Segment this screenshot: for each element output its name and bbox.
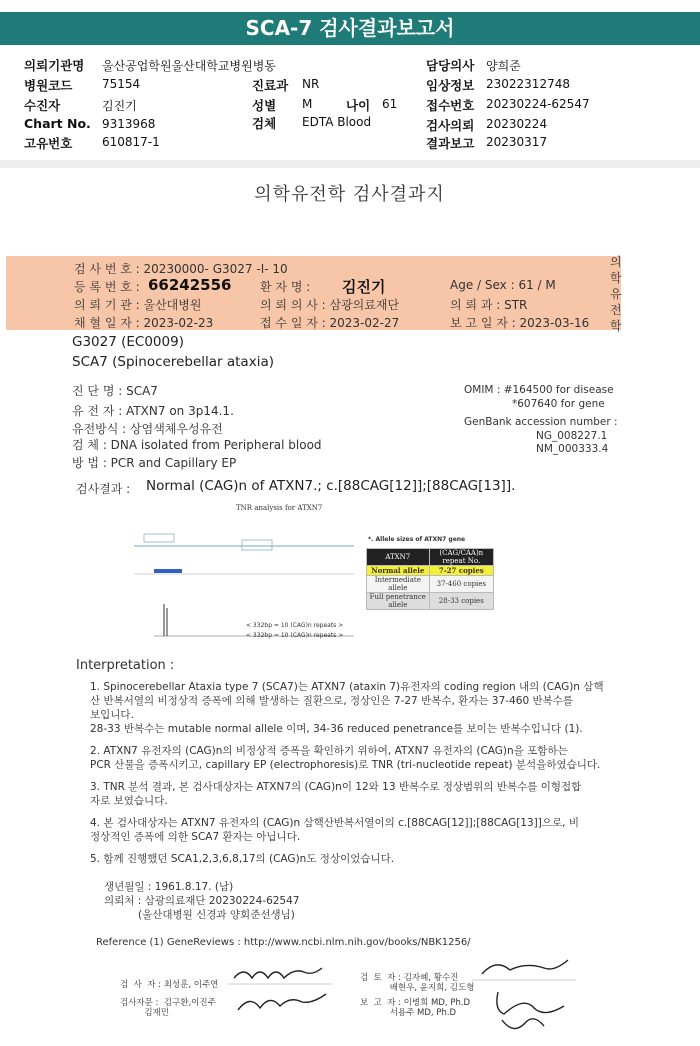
unique-label: 고유번호 <box>24 136 73 151</box>
consultant: 검사자문 : 김구환,이진주 김재민 <box>120 998 216 1018</box>
receipt-label: 접수번호 <box>426 98 475 113</box>
disease-name: SCA7 (Spinocerebellar ataxia) <box>72 354 274 370</box>
table-cell: 37-460 copies <box>429 576 493 593</box>
reg-label: 등 록 번 호 : <box>74 280 140 294</box>
doctor-label: 담당의사 <box>426 58 475 73</box>
interp-line: 산 반복서열의 비정상적 증폭에 의해 발생하는 질환으로, 정상인은 7-27 반복수, 환자는 37-460 반복수를 <box>90 695 574 707</box>
table-col2: (CAG/CAA)n repeat No. <box>429 549 493 566</box>
unique-value: 610817-1 <box>102 135 160 149</box>
table-cell: Normal allele <box>367 566 430 576</box>
patient-label: 수진자 <box>24 98 61 113</box>
result-value: Normal (CAG)n of ATXN7.; c.[88CAG[12]];[88CAG[13]]. <box>146 478 516 494</box>
institution-value: 울산공업학원울산대학교병원병동 <box>102 59 276 73</box>
report-heading: 의학유전학 검사결과지 <box>254 184 445 205</box>
interp-line: 정상적인 증폭에 의한 SCA7 환자는 아닙니다. <box>90 831 301 843</box>
table-title: *. Allele sizes of ATXN7 gene <box>368 536 466 543</box>
sex-label: 성별 <box>252 98 277 113</box>
omim-gene: *607640 for gene <box>512 398 605 410</box>
referrer-detail: (울산대병원 신경과 양회준선생님) <box>138 909 295 921</box>
clinical-value: 23022312748 <box>486 77 570 91</box>
signature-image <box>472 948 582 1038</box>
sex-value: M <box>302 97 313 111</box>
result-label: 검사결과 : <box>76 482 131 496</box>
figure-title: TNR analysis for ATXN7 <box>236 504 323 512</box>
interp-line: PCR 산물을 증폭시키고, capillary EP (electrophoresis)로 TNR (tri-nucleotide repeat) 분석을하였습니다. <box>90 759 601 771</box>
patient-info-band <box>6 256 621 330</box>
table-cell: 28-33 copies <box>429 593 493 610</box>
hospital-code-label: 병원코드 <box>24 78 73 93</box>
report-title-bar: SCA-7 검사결과보고서 <box>0 12 700 45</box>
age-label: 나이 <box>346 98 371 113</box>
age-value: 61 <box>382 97 398 111</box>
birth-date: 생년월일 : 1961.8.17. (남) <box>104 881 234 893</box>
patient-value: 김진기 <box>102 99 137 113</box>
genbank-nm: NM_000333.4 <box>536 443 609 455</box>
table-cell: Intermediate allele <box>367 576 430 593</box>
clinical-label: 임상정보 <box>426 78 475 93</box>
interp-line: 2. ATXN7 유전자의 (CAG)n의 비정상적 증폭을 확인하기 위하여, ATXN7 유전자의 (CAG)n을 포함하는 <box>90 745 568 757</box>
genbank-ng: NG_008227.1 <box>536 430 608 442</box>
dept-value: NR <box>302 77 320 91</box>
table-col1: ATXN7 <box>367 549 430 566</box>
reference: Reference (1) GeneReviews : http://www.ncbi.nlm.nih.gov/books/NBK1256/ <box>96 937 471 948</box>
sample: 검 체 : DNA isolated from Peripheral blood <box>72 438 322 452</box>
interp-line: 보입니다. <box>90 709 134 721</box>
request-label: 검사의뢰 <box>426 118 475 133</box>
req-dept: 의 뢰 과 : STR <box>450 298 528 312</box>
hospital-code-value: 75154 <box>102 77 141 91</box>
report-sheet <box>6 168 693 1040</box>
chart-value: 9313968 <box>102 117 156 131</box>
age-sex: Age / Sex : 61 / M <box>450 278 556 292</box>
interp-line: 28-33 반복수는 mutable normal allele 이며, 34-36 reduced penetrance를 보이는 반복수입니다 (1). <box>90 723 583 735</box>
interp-line: 자로 보였습니다. <box>90 795 168 807</box>
dept-label: 진료과 <box>252 78 289 93</box>
gene: 유 전 자 : ATXN7 on 3p14.1. <box>72 404 234 418</box>
signature-image <box>228 958 338 1018</box>
request-value: 20230224 <box>486 117 548 131</box>
inheritance: 유전방식 : 상염색체우성유전 <box>72 422 223 436</box>
test-number: 검 사 번 호 : 20230000- G3027 -I- 10 <box>74 262 288 276</box>
interp-line: 3. TNR 분석 결과, 본 검사대상자는 ATXN7의 (CAG)n이 12와 13 반복수로 정상범위의 반복수를 이형접합 <box>90 781 582 793</box>
examiner: 검 사 자 : 최성훈, 이주연 <box>120 980 219 990</box>
patient-name-label: 환 자 명 : <box>260 280 311 294</box>
result-value: 20230317 <box>486 135 548 149</box>
specimen-value: EDTA Blood <box>302 115 372 129</box>
side-vertical-text: 의학유전학 <box>610 255 622 333</box>
interpretation-title: Interpretation : <box>76 658 175 673</box>
diagnosis: 진 단 명 : SCA7 <box>72 384 158 398</box>
referrer: 의뢰처 : 삼광의료재단 20230224-62547 <box>104 895 300 907</box>
chart-label: Chart No. <box>24 116 91 131</box>
method: 방 법 : PCR and Capillary EP <box>72 456 237 470</box>
genbank-label: GenBank accession number : <box>464 416 618 428</box>
result-label: 결과보고 <box>426 136 475 151</box>
figure-note-2: < 332bp = 10 (CAG)n repeats > <box>246 632 344 639</box>
req-institution: 의 뢰 기 관 : 울산대병원 <box>74 298 202 312</box>
interp-line: 5. 함께 진행했던 SCA1,2,3,6,8,17의 (CAG)n도 정상이었습니다. <box>90 853 395 865</box>
institution-label: 의뢰기관명 <box>24 58 85 73</box>
collect-date: 채 혈 일 자 : 2023-02-23 <box>74 316 214 330</box>
specimen-label: 검체 <box>252 116 277 131</box>
interp-line: 1. Spinocerebellar Ataxia type 7 (SCA7)는 ATXN7 (ataxin 7)유전자의 coding region 내의 (CAG)n 삼핵 <box>90 681 604 693</box>
reporter: 보 고 자 : 이병희 MD, Ph.D 서용주 MD, Ph.D <box>360 998 471 1018</box>
figure-note-1: < 332bp = 10 (CAG)n repeats > <box>246 622 344 629</box>
table-cell: Full penetrance allele <box>367 593 430 610</box>
reviewer: 검 토 자 : 김자혜, 황수진 배현우, 윤지희, 김도형 <box>360 973 475 993</box>
omim-disease: OMIM : #164500 for disease <box>464 384 614 396</box>
tnr-figure <box>124 498 494 648</box>
doctor-value: 양희준 <box>486 59 521 73</box>
patient-name-value: 김진기 <box>342 278 386 296</box>
interp-line: 4. 본 검사대상자는 ATXN7 유전자의 (CAG)n 삼핵산반복서열이의 c.[88CAG[12]];[88CAG[13]]으로, 비 <box>90 817 579 829</box>
reg-value: 66242556 <box>148 276 232 294</box>
receipt-date: 접 수 일 자 : 2023-02-27 <box>260 316 400 330</box>
report-date: 보 고 일 자 : 2023-03-16 <box>450 316 590 330</box>
allele-size-table <box>366 548 494 610</box>
test-code: G3027 (EC0009) <box>72 334 184 350</box>
table-cell: 7-27 copies <box>429 566 493 576</box>
receipt-value: 20230224-62547 <box>486 97 590 111</box>
header-info <box>0 52 700 160</box>
req-doctor: 의 뢰 의 사 : 삼광의료재단 <box>260 298 400 312</box>
section-divider <box>0 160 700 168</box>
